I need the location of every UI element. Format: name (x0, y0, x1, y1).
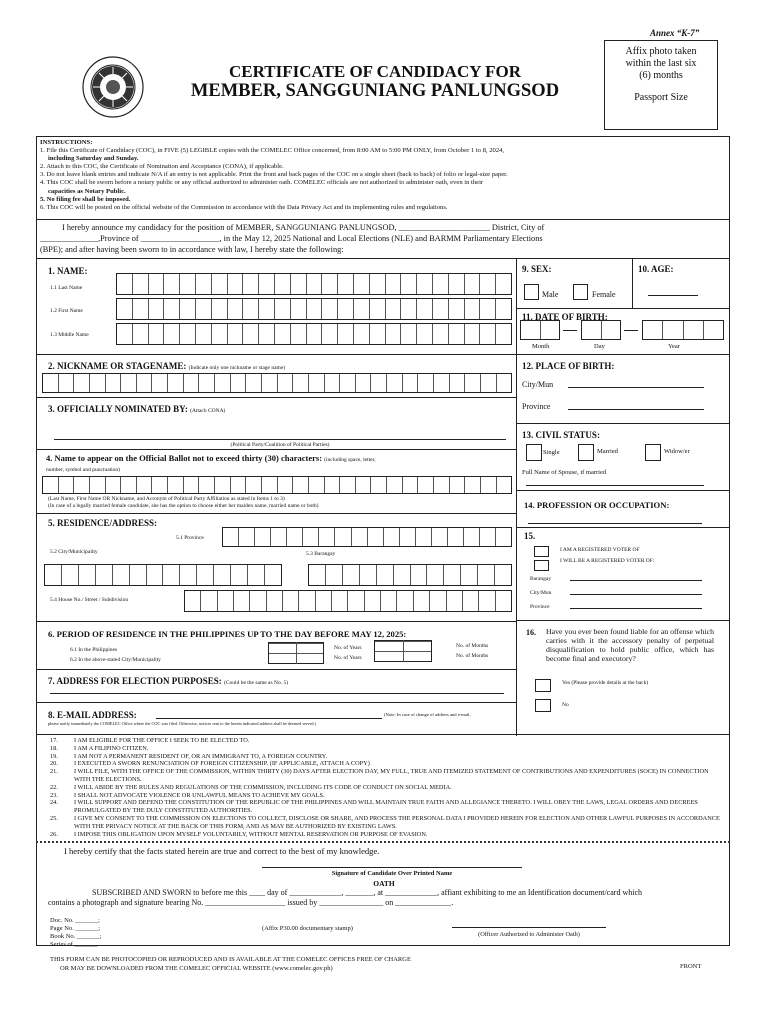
name-label: 1. NAME: (48, 266, 88, 276)
oath-num: 21. (50, 768, 58, 776)
q16-no-checkbox[interactable] (535, 699, 551, 712)
email-note: (Note: In case of change of address and e-mail, (384, 712, 471, 717)
married-label: Married (597, 448, 618, 455)
last-name-field[interactable] (116, 273, 512, 295)
address-election-note: (Could be the same as No. 5) (224, 680, 289, 686)
months-label-2: No. of Months (456, 653, 489, 659)
footer-text (50, 956, 411, 973)
oath-num: 22. (50, 783, 58, 791)
announcement (40, 222, 726, 255)
ballot-label-wrap (46, 453, 512, 475)
widow-checkbox[interactable] (645, 444, 661, 461)
day-label: Day (594, 343, 605, 350)
oath-text: I WILL FILE, WITH THE OFFICE OF THE COMMISSION, WITHIN THIRTY (30) DAYS AFTER ELECTION DAY, MY FULL, TRUE AND ITEMIZED STATEMENT OF CONTRIBUTIONS AND EXPENDITURES (SOCE) IN CONNECTION WITH THE ELECTIONS. (74, 768, 709, 783)
instruction-4b: capacities as Notary Public. (48, 187, 126, 195)
registered-voter-checkbox[interactable] (534, 546, 549, 557)
pob-city-label: City/Mun (522, 380, 554, 389)
sex-label: 9. SEX: (522, 264, 552, 274)
oath-title: OATH (373, 879, 395, 888)
oath-line1: SUBSCRIBED AND SWORN to before me this ____ day of _____________, _______, at _____________, affiant exhibiting to me an Identification document/card which (92, 888, 642, 897)
voter2-label: I WILL BE A REGISTERED VOTER OF: (560, 558, 655, 564)
instruction-5: 5. No filing fee shall be imposed. (40, 195, 131, 203)
officer-caption: (Officer Authorized to Administer Oath) (478, 931, 580, 938)
oath-text: I AM ELIGIBLE FOR THE OFFICE I SEEK TO BE ELECTED TO. (74, 737, 250, 744)
voter-brgy-input[interactable] (570, 574, 702, 581)
city-label: 5.2 City/Municipality (50, 549, 98, 555)
footer-line1: THIS FORM CAN BE PHOTOCOPIED OR REPRODUCED AND IS AVAILABLE AT THE COMELEC OFFICES FREE OF CHARGE (50, 956, 411, 963)
party-input[interactable] (54, 430, 506, 440)
residence-label: 5. RESIDENCE/ADDRESS: (48, 518, 158, 528)
page-no: Page No. _______; (50, 925, 101, 932)
ballot-footnotes (48, 496, 514, 510)
photo-box (604, 40, 718, 130)
oath-text: I AM NOT A PERMANENT RESIDENT OF, OR AN IMMIGRANT TO, A FOREIGN COUNTRY. (74, 752, 328, 760)
book-no: Book No. _______; (50, 933, 102, 940)
first-name-label: 1.2 First Name (50, 308, 83, 314)
month-label: Month (532, 343, 550, 350)
ballot-note: (including space, letter, (324, 457, 376, 463)
house-label: 5.4 House No./ Street / Subdivision (50, 597, 129, 603)
q16-num: 16. (526, 628, 536, 637)
voter-province-input[interactable] (570, 602, 702, 609)
oath-text: I IMPOSE THIS OBLIGATION UPON MYSELF VOLUNTARILY, WITHOUT MENTAL RESERVATION OR PURPOSE OF EVASION. (74, 830, 428, 838)
oath-text: I WILL ABIDE BY THE RULES AND REGULATIONS OF THE COMMISSION, INCLUDING ITS CODE OF CONDUCT ON SOCIAL MEDIA. (74, 783, 452, 791)
dob-day-field[interactable] (581, 320, 621, 340)
male-label: Male (542, 290, 559, 299)
years-label-2: No. of Years (334, 655, 362, 661)
email-input[interactable] (156, 711, 382, 719)
oath-num: 23. (50, 791, 58, 799)
q16-yes-checkbox[interactable] (535, 679, 551, 692)
oath-num: 24. (50, 799, 58, 807)
notary-entries (50, 917, 101, 949)
instructions-heading: INSTRUCTIONS: (40, 139, 93, 146)
dob-month-field[interactable] (520, 320, 560, 340)
female-label: Female (592, 290, 616, 299)
officer-signature-input[interactable] (452, 920, 606, 928)
province-field[interactable] (222, 527, 512, 547)
pob-label: 12. PLACE OF BIRTH: (522, 361, 615, 371)
profession-label: 14. PROFESSION OR OCCUPATION: (524, 500, 670, 510)
photo-line2: within the last six (625, 58, 697, 69)
year-label: Year (668, 343, 680, 350)
announce-line2: ______________,Province of ___________________, in the May 12, 2025 National and Local Elections (NLE) and BARMM Parliamentary Elections (40, 234, 543, 243)
voter-province-label: Province (530, 604, 550, 610)
spouse-input[interactable] (526, 478, 704, 486)
oath-num: 19. (50, 752, 58, 760)
q16-no-label: No (562, 702, 569, 708)
instructions (40, 139, 726, 212)
doc-no: Doc. No. _______; (50, 917, 100, 924)
signature-input[interactable] (262, 858, 522, 868)
pob-city-input[interactable] (568, 380, 704, 388)
oath-line2: contains a photograph and signature bearing No. ____________________ issued by ________________ on ______________. (48, 898, 454, 907)
voter-city-label: City/Mun (530, 590, 552, 596)
nickname-label: 2. NICKNAME OR STAGENAME: (48, 361, 187, 371)
oath-text: I WILL SUPPORT AND DEFEND THE CONSTITUTION OF THE REPUBLIC OF THE PHILIPPINES AND WILL MAINTAIN TRUE FAITH AND ALLEGIANCE THERETO. I WILL OBEY THE LAWS, LEGAL ORDERS AND DECREES PROMULGATED BY THE DULY CONSTITUTED AUTHORITIES. (74, 799, 698, 815)
instruction-1b: including Saturday and Sunday. (48, 155, 139, 163)
dob-label: 11. DATE OF BIRTH: (522, 312, 608, 322)
dob-year-field[interactable] (642, 320, 724, 340)
age-input[interactable] (648, 288, 698, 296)
nickname-field[interactable] (42, 373, 512, 393)
oath-text: I EXECUTED A SWORN RENUNCIATION OF FOREIGN CITIZENSHIP. (IF APPLICABLE, ATTACH A COPY) (74, 760, 370, 768)
oath-body (48, 888, 728, 908)
announce-line1: I hereby announce my candidacy for the position of MEMBER, SANGGUNIANG PANLUNGSOD, ______________________ District, City of (62, 223, 545, 232)
ballot-foot2: (In case of a legally married female candidate, she has the option to choose either her maiden name, married name or both) (48, 503, 319, 509)
pob-province-input[interactable] (568, 402, 704, 410)
ballot-name-field[interactable] (42, 476, 512, 494)
male-checkbox[interactable] (524, 284, 539, 300)
annex-label: Annex “K-7” (650, 28, 700, 38)
instruction-2: 2. Attach to this COC, the Certificate of Nomination and Acceptance (CONA), if applicable. (40, 163, 284, 171)
voter-city-input[interactable] (570, 588, 702, 595)
period-label: 6. PERIOD OF RESIDENCE IN THE PHILIPPINES UP TO THE DAY BEFORE MAY 12, 2025: (48, 629, 407, 639)
comelec-seal (82, 56, 144, 118)
female-checkbox[interactable] (573, 284, 588, 300)
middle-name-label: 1.3 Middle Name (50, 332, 89, 338)
nickname-label-wrap (48, 361, 285, 371)
pob-province-label: Province (522, 402, 551, 411)
front-label: FRONT (680, 963, 702, 970)
province-label: 5.1 Province (176, 535, 204, 541)
oath-text: I AM A FILIPINO CITIZEN. (74, 744, 149, 752)
married-checkbox[interactable] (578, 444, 594, 461)
city-field[interactable] (44, 564, 282, 586)
instruction-6: 6. This COC will be posted on the official website of the Commission in accordance with the Data Privacy Act and its implementing rules and regulations. (40, 203, 448, 211)
ballot-note2: number, symbol and punctuation) (46, 467, 121, 473)
in-ph-label: 6.1 In the Philippines (70, 647, 118, 653)
oath-num: 26. (50, 830, 58, 838)
nominated-wrap (48, 404, 225, 414)
voter-brgy-label: Barangay (530, 576, 552, 582)
party-caption: (Political Party/Coalition of Political Parties) (230, 442, 330, 448)
last-name-label: 1.1 Last Name (50, 285, 83, 291)
profession-input[interactable] (528, 516, 702, 524)
signature-caption: Signature of Candidate Over Printed Name (331, 870, 453, 877)
email-label: 8. E-MAIL ADDRESS: (48, 710, 137, 720)
oath-items (50, 737, 722, 838)
single-checkbox[interactable] (526, 444, 542, 461)
q16-text: Have you ever been found liable for an offense which carries with it the accessory penalty of perpetual disqualification to hold public office, which has become final and executory? (546, 627, 714, 663)
nominated-note: (Attach CONA) (190, 408, 226, 414)
oath-num: 20. (50, 760, 58, 768)
address-election-label: 7. ADDRESS FOR ELECTION PURPOSES: (48, 676, 222, 686)
oath-text: I GIVE MY CONSENT TO THE COMMISSION ON ELECTIONS TO COLLECT, DISCLOSE OR SHARE, AND PROCESS THE PERSONAL DATA I PROVIDED HEREIN FOR ELECTION AND OTHER LAWFUL PURPOSES IN ACCORDANCE WITH THE PRIVACY NOTICE AT THE BACK OF THIS FORM, AND AS MAY BE AUTHORIZED BY EXISTING LAWS. (74, 814, 720, 830)
house-field[interactable] (184, 590, 512, 612)
years-label-1: No. of Years (334, 645, 362, 651)
email-note2: please notify immediately the COMELEC Office where the COC was filed. Otherwise, notices sent to the herein indicated address shall be deemed served.) (48, 721, 317, 726)
oath-text: I SHALL NOT ADVOCATE VIOLENCE OR UNLAWFUL MEANS TO ACHIEVE MY GOALS. (74, 791, 325, 799)
oath-num: 18. (50, 744, 58, 752)
ballot-label: 4. Name to appear on the Official Ballot not to exceed thirty (30) characters: (46, 453, 323, 463)
q15-label: 15. (524, 531, 536, 541)
instruction-1: 1. File this Certificate of Candidacy (COC), in FIVE (5) LEGIBLE copies with the COMELEC Office concerned, from 8:00 AM to 5:00 PM ONLY, from October 1 to 8, 2024, (40, 147, 505, 155)
middle-name-field[interactable] (116, 323, 512, 345)
series-of: Series of _______. (50, 941, 99, 948)
voter1-label: I AM A REGISTERED VOTER OF (560, 547, 640, 553)
address-election-input[interactable] (50, 686, 504, 694)
footer-line2: OR MAY BE DOWNLOADED FROM THE COMELEC OFFICIAL WEBSITE (www.comelec.gov.ph) (60, 964, 333, 972)
oath-num: 17. (50, 737, 58, 744)
instruction-4: 4. This COC shall be sworn before a notary public or any official authorized to administer oath. COMELEC officials are not authorized to administer oath, even in their (40, 179, 484, 187)
instruction-3: 3. Do not leave blank entries and indicate N/A if an entry is not applicable. Print the front and back pages of the COC on a single sheet (back to back) of folio or legal-size paper. (40, 171, 508, 179)
stamp-note: (Affix P30.00 documentary stamp) (262, 925, 353, 932)
barangay-field[interactable] (308, 564, 512, 586)
form-title-line1: CERTIFICATE OF CANDIDACY FOR (228, 62, 522, 81)
nickname-note: (Indicate only one nickname or stage name) (188, 365, 286, 371)
ballot-foot1: (Last Name, First Name OR Nickname, and Acronym of Political Party Affiliation as stated in Items 1 to 3) (48, 496, 285, 502)
will-register-checkbox[interactable] (534, 560, 549, 571)
spouse-label: Full Name of Spouse, if married (522, 469, 607, 476)
photo-line3: (6) months (639, 70, 683, 81)
in-city-label: 6.2 In the above-stated City/Municipality (70, 657, 161, 663)
civil-status-label: 13. CIVIL STATUS: (522, 430, 600, 440)
announce-line3: (BPE); and after having been sworn to in accordance with law, I hereby state the following: (40, 245, 344, 254)
months-label-1: No. of Months (456, 643, 489, 649)
first-name-field[interactable] (116, 298, 512, 320)
q16-yes-label: Yes (Please provide details at the back) (562, 680, 649, 686)
photo-line1: Affix photo taken (625, 46, 697, 57)
age-label: 10. AGE: (638, 264, 674, 274)
barangay-label: 5.3 Barangay (306, 551, 336, 557)
widow-label: Widow/er (664, 448, 690, 455)
photo-size: Passport Size (634, 92, 688, 103)
certify-text: I hereby certify that the facts stated herein are true and correct to the best of my knowledge. (64, 846, 380, 856)
address-election-wrap (48, 676, 288, 686)
single-label: Single (543, 449, 560, 456)
nominated-label: 3. OFFICIALLY NOMINATED BY: (48, 404, 188, 414)
form-title-line2: MEMBER, SANGGUNIANG PANLUNGSOD (190, 81, 560, 101)
oath-num: 25. (50, 814, 58, 822)
